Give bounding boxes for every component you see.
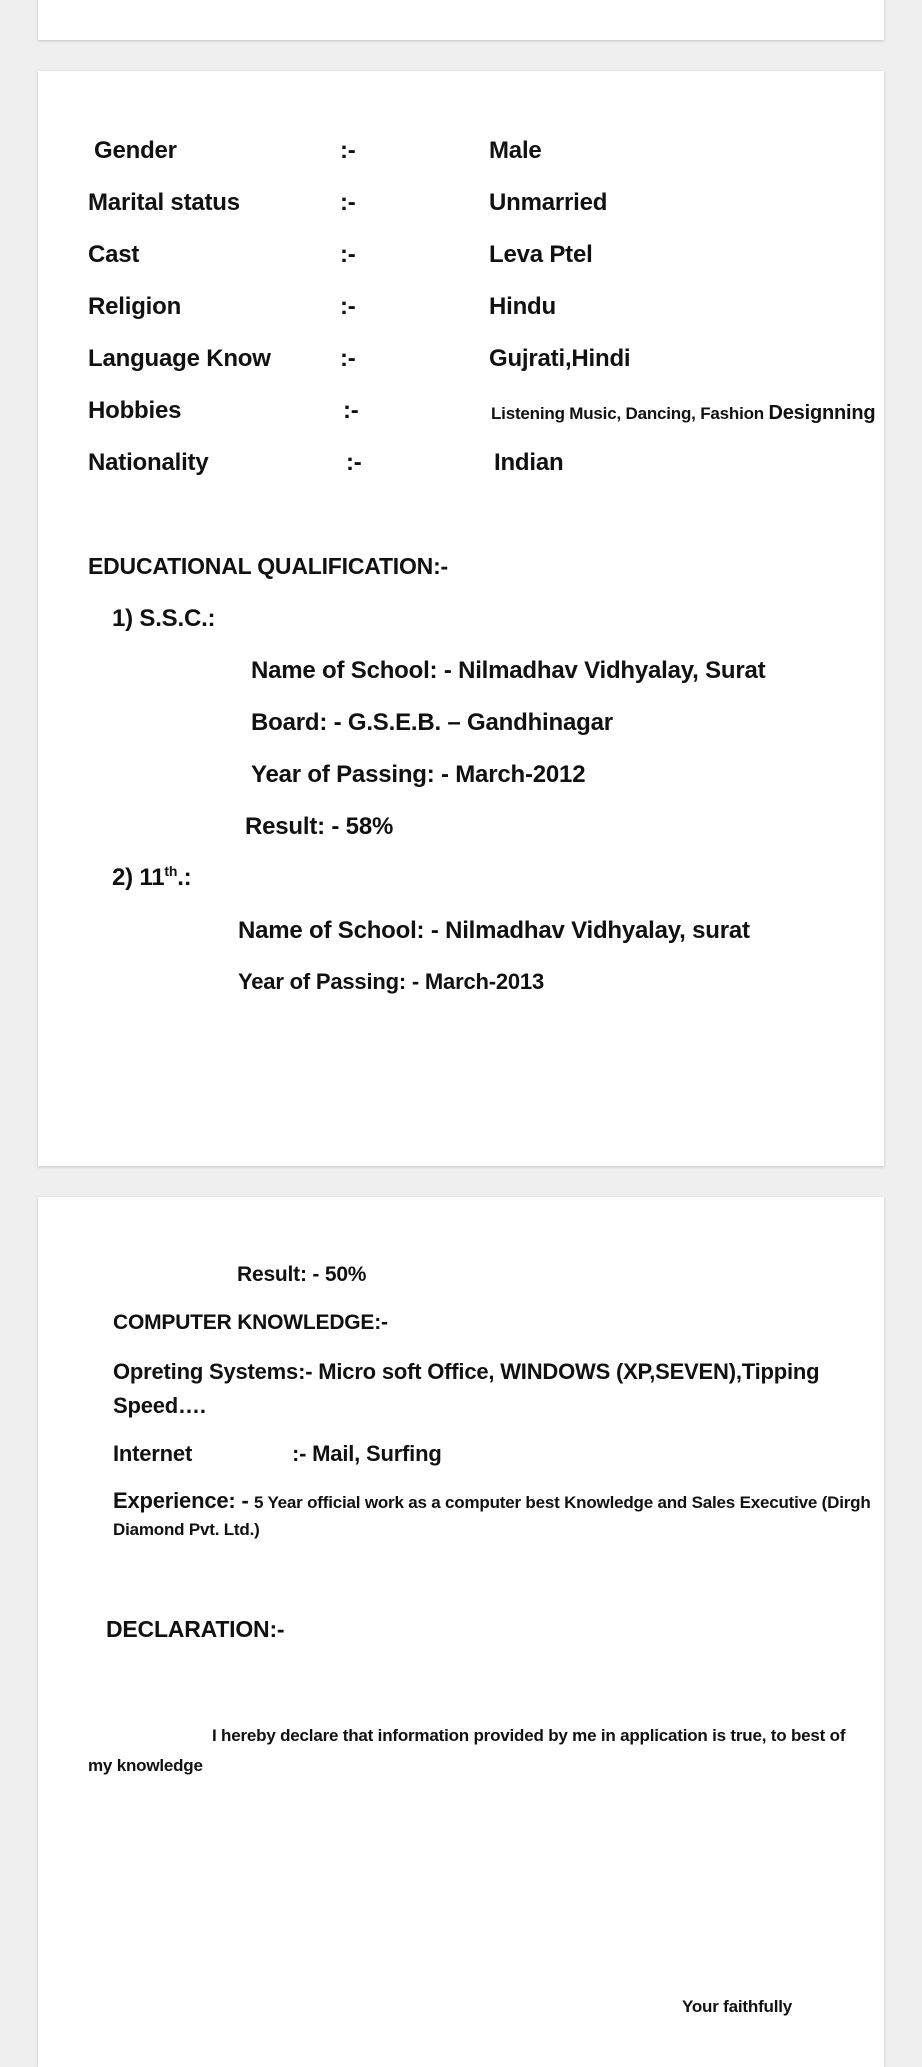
religion-separator: :- [340, 293, 356, 320]
os-line-2: Speed…. [113, 1393, 206, 1418]
gender-separator: :- [340, 137, 356, 164]
hobbies-value-tail: Designning [768, 402, 876, 424]
os-line-1: Opreting Systems:- Micro soft Office, WINDOWS (XP,SEVEN),Tipping [113, 1359, 820, 1384]
ssc-school: Name of School: - Nilmadhav Vidhyalay, Surat [251, 657, 766, 684]
eleventh-title-number: 2) 11 [112, 864, 165, 891]
religion-label: Religion [88, 293, 182, 320]
ssc-year: Year of Passing: - March-2012 [251, 761, 586, 788]
hobbies-label: Hobbies [88, 397, 182, 424]
nationality-label: Nationality [88, 449, 209, 476]
marital-status-label: Marital status [88, 189, 240, 216]
ssc-result: Result: - 58% [245, 813, 394, 840]
eleventh-title-suffix: .: [177, 864, 192, 891]
gender-value: Male [489, 137, 542, 164]
religion-value: Hindu [489, 293, 556, 320]
declaration-line-2: my knowledge [88, 1756, 203, 1775]
cast-label: Cast [88, 241, 140, 268]
language-separator: :- [340, 345, 356, 372]
marital-status-value: Unmarried [489, 189, 608, 216]
declaration-line-1: I hereby declare that information provided by me in application is true, to best of [212, 1726, 846, 1745]
computer-heading: COMPUTER KNOWLEDGE:- [113, 1311, 388, 1334]
closing-text: Your faithfully [682, 1997, 793, 2016]
cast-separator: :- [340, 241, 356, 268]
internet-value: :- Mail, Surfing [292, 1441, 442, 1466]
hobbies-value-main: Listening Music, Dancing, Fashion [491, 404, 764, 423]
ssc-board: Board: - G.S.E.B. – Gandhinagar [251, 709, 613, 736]
language-value: Gujrati,Hindi [489, 345, 631, 372]
experience-line-2: Diamond Pvt. Ltd.) [113, 1520, 260, 1539]
hobbies-separator: :- [343, 397, 359, 424]
declaration-heading: DECLARATION:- [106, 1616, 285, 1642]
ssc-title: 1) S.S.C.: [112, 605, 216, 632]
nationality-separator: :- [346, 449, 362, 476]
eleventh-title-sup: th [164, 863, 178, 879]
experience-line-1: 5 Year official work as a computer best Knowledge and Sales Executive (Dirgh [254, 1493, 871, 1512]
nationality-value: Indian [494, 449, 564, 476]
internet-label: Internet [113, 1441, 193, 1466]
eleventh-title [112, 863, 192, 891]
education-heading: EDUCATIONAL QUALIFICATION:- [88, 553, 449, 579]
previous-page [38, 0, 884, 40]
marital-status-separator: :- [340, 189, 356, 216]
experience-label: Experience: - [113, 1488, 249, 1513]
language-label: Language Know [88, 345, 271, 372]
hobbies-value [491, 403, 875, 423]
eleventh-year: Year of Passing: - March-2013 [238, 969, 544, 994]
eleventh-result: Result: - 50% [237, 1263, 367, 1286]
cast-value: Leva Ptel [489, 241, 593, 268]
eleventh-school: Name of School: - Nilmadhav Vidhyalay, surat [238, 917, 750, 944]
gender-label: Gender [94, 137, 177, 164]
